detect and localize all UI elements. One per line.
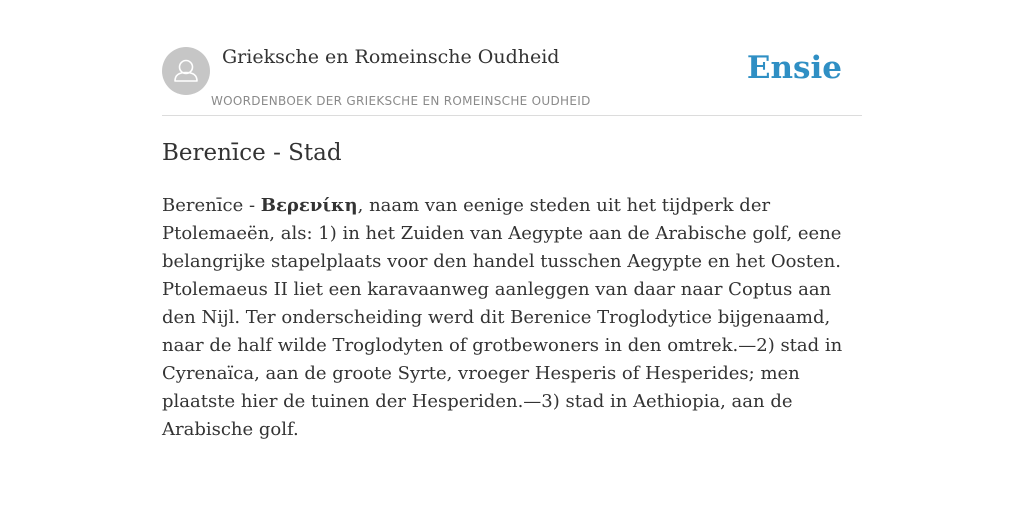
book-title[interactable]: Grieksche en Romeinsche Oudheid [222,46,560,68]
greek-term: Βερενίκη [260,195,358,216]
entry-separator: - [243,195,261,216]
page [162,0,862,440]
user-silhouette-icon [162,47,210,95]
entry-title: Berenīce - Stad [162,140,342,166]
ensie-logo[interactable]: Ensie [746,50,842,86]
entry-text: , naam van eenige steden uit het tijdperk der Ptolemaeën, als: 1) in het Zuiden van Aegypte aan de Arabische golf, eene belangrijke stapelplaats voor den handel tusschen Aegypte en het Oosten. Ptolemaeus II liet een karavaanweg aanleggen van daar naar Coptus aan den Nijl. Ter onderscheiding werd dit Berenice Troglodytice bijgenaamd, naar de half wilde Troglodyten of grotbewoners in den omtrek.—2) stad in Cyrenaïca, aan de groote Syrte, vroeger Hesperis of Hesperides; men plaatste hier de tuinen der Hesperiden.—3) stad in Aethiopia, aan de Arabische golf. [162,195,843,440]
entry-body [162,192,862,444]
avatar[interactable] [162,47,210,95]
header [162,0,862,116]
entry-term: Berenīce [162,195,244,216]
book-subtitle: WOORDENBOEK DER GRIEKSCHE EN ROMEINSCHE OUDHEID [211,94,591,108]
